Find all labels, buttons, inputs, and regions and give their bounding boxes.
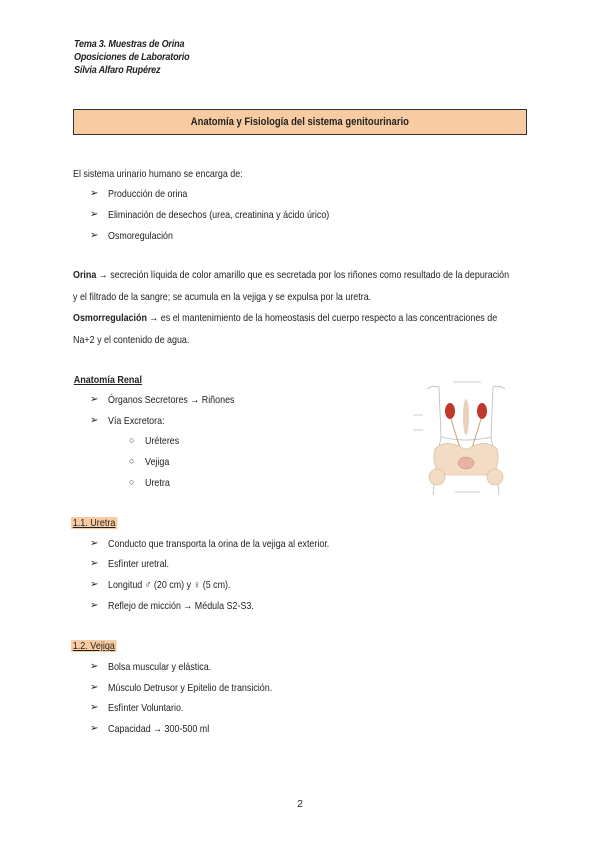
header-topic: Tema 3. Muestras de Orina <box>74 38 185 50</box>
vejiga-heading: 1.2. Vejiga <box>72 640 115 652</box>
arrow-bullet-icon: ➢ <box>90 661 99 672</box>
circle-bullet-icon: ○ <box>129 435 135 445</box>
orina-definition: Orina → secreción líquida de color amarillo que es secretada por los riñones como resultado de la depuración y el filtrado de la sangre; se acumula en la vejiga y se expulsa por la uretra. <box>73 269 510 303</box>
section-title-box <box>73 109 527 135</box>
header-course: Oposiciones de Laboratorio <box>74 51 190 63</box>
page-number: 2 <box>297 798 303 810</box>
document-header <box>74 38 208 77</box>
anatomia-heading: Anatomía Renal <box>73 374 142 386</box>
arrow-bullet-icon: ➢ <box>90 702 99 713</box>
arrow-bullet-icon: ➢ <box>90 538 99 549</box>
arrow-bullet-icon: ➢ <box>90 600 99 611</box>
orina-term: Orina <box>73 269 97 281</box>
arrow-bullet-icon: ➢ <box>90 209 99 220</box>
arrow-bullet-icon: ➢ <box>90 188 99 199</box>
arrow-bullet-icon: ➢ <box>90 558 99 569</box>
osmorregulacion-definition: Osmorregulación → es el mantenimiento de la homeostasis del cuerpo respecto a las concentraciones de Na+2 y el contenido de agua. <box>73 312 498 346</box>
urinary-system-illustration <box>405 377 527 497</box>
section-title: Anatomía y Fisiología del sistema genitourinario <box>190 116 410 128</box>
arrow-bullet-icon: ➢ <box>90 682 99 693</box>
circle-bullet-icon: ○ <box>129 456 135 466</box>
circle-bullet-icon: ○ <box>129 477 135 487</box>
arrow-bullet-icon: ➢ <box>90 230 99 241</box>
header-author: Silvia Alfaro Rupérez <box>74 64 161 76</box>
arrow-bullet-icon: ➢ <box>90 579 99 590</box>
osmorregulacion-term: Osmorregulación <box>73 312 147 324</box>
uretra-heading: 1.1. Uretra <box>72 517 116 529</box>
arrow-bullet-icon: ➢ <box>90 723 99 734</box>
intro-text: El sistema urinario humano se encarga de: <box>73 168 243 180</box>
arrow-bullet-icon: ➢ <box>90 394 99 405</box>
document-page: Tema 3. Muestras de Orina Oposiciones de Laboratorio Silvia Alfaro Rupérez Anatomía y Fisiología del sistema genitourinario El sistema urinario humano se encarga de: ➢ Producción de orina ➢ Eliminación de desechos (urea, creatinina y ácido úrico) ➢ Osmoregulación Orina → secreción líquida de color amarillo que es secretada por los riñones como resultado de la depuración y el filtrado de la sangre; se acumula en la vejiga y se expulsa por la uretra. Osmorregulación → es el mantenimiento de la homeostasis del cuerpo respecto a las concentraciones de Na+2 y el contenido de agua. Anatomía Renal ➢ Órganos Secretores → Riñones ➢ Vía Excretora: ○ Uréteres ○ Vejiga ○ Uretra 1.1. Uretra ➢ Conducto que transporta la orina de la vejiga al exterior. ➢ Esfínter uretral. ➢ Longitud ♂ (20 cm) y ♀ (5 cm). ➢ Reflejo de micción → Médula S2-S3. 1.2. Vejiga ➢ Bolsa muscular y elástica. ➢ Músculo Detrusor y Epitelio de transición. ➢ Esfínter Voluntario. ➢ Capacidad → 300-500 ml 2 <box>0 0 600 848</box>
arrow-bullet-icon: ➢ <box>90 415 99 426</box>
